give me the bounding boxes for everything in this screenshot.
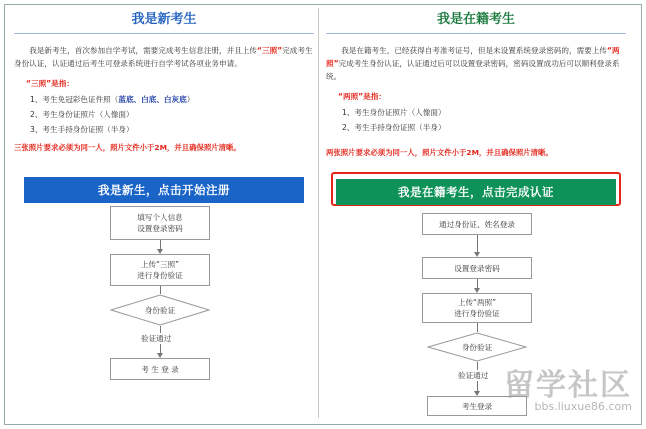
flow-step-text: 填写个人信息 bbox=[137, 213, 183, 222]
flow-step-upload-three bbox=[110, 254, 210, 286]
intro-quote: “三照” bbox=[257, 46, 283, 55]
intro-quote: “两照” bbox=[326, 46, 620, 68]
verify-pass-label: 验证通过 bbox=[458, 371, 489, 380]
flow-decision-verify bbox=[110, 294, 210, 326]
new-candidate-title: 我是新考生 bbox=[14, 8, 314, 34]
flow-step-text: 设置登录密码 bbox=[454, 263, 500, 273]
flow-connector bbox=[477, 235, 478, 253]
flow-step-set-password bbox=[422, 257, 532, 279]
intro-text-b: 完成考生身份认证，认证通过后考生可登录系统进行自学考试各项业务申请。 bbox=[14, 46, 313, 68]
background-colors: 蓝底、白底、白灰底 bbox=[118, 95, 187, 104]
flow-step-text: 设置登录密码 bbox=[137, 224, 183, 233]
flow-step-fill-info bbox=[110, 206, 210, 240]
watermark-logo-text: 留学社区 bbox=[504, 368, 632, 403]
list-item: 3、考生手持身份证照（半身） bbox=[30, 125, 134, 134]
flow-step-text: 考 生 登 录 bbox=[141, 364, 179, 374]
list-item: 2、考生身份证照片（人像面） bbox=[30, 110, 134, 119]
column-divider bbox=[318, 8, 319, 418]
flow-step-text: 通过身份证、姓名登录 bbox=[439, 219, 515, 229]
watermark-url: bbs.liuxue86.com bbox=[534, 400, 632, 413]
three-photos-heading: “三照”是指： bbox=[26, 79, 74, 88]
flow-step-id-login bbox=[422, 213, 532, 235]
decision-label: 身份验证 bbox=[144, 305, 176, 315]
flow-connector bbox=[477, 323, 478, 332]
flow-step-text: 考生登录 bbox=[461, 401, 493, 411]
two-photos-list bbox=[342, 105, 626, 135]
flow-step-text: 进行身份验证 bbox=[137, 271, 183, 280]
existing-candidate-title: 我是在籍考生 bbox=[326, 8, 626, 34]
flow-step-text: 进行身份验证 bbox=[454, 309, 500, 318]
intro-text-a: 我是新考生，首次参加自学考试，需要完成考生信息注册，并且上传 bbox=[29, 46, 257, 55]
flow-step-text: 上传“三照” bbox=[140, 260, 180, 269]
flow-connector bbox=[160, 286, 161, 294]
existing-candidate-intro bbox=[326, 44, 626, 83]
complete-verification-button[interactable]: 我是在籍考生，点击完成认证 bbox=[336, 179, 616, 205]
intro-text-a: 我是在籍考生，已经获得自考准考证号，但是未设置系统登录密码的，需要上传 bbox=[341, 46, 607, 55]
new-candidate-panel bbox=[14, 8, 314, 374]
flow-step-upload-two bbox=[422, 293, 532, 323]
photo-warning: 三张照片要求必须为同一人，照片文件小于2M，并且确保照片清晰。 bbox=[14, 143, 241, 152]
list-item bbox=[30, 92, 314, 107]
new-candidate-intro bbox=[14, 44, 314, 70]
start-registration-button[interactable]: 我是新生，点击开始注册 bbox=[24, 177, 304, 203]
three-photos-list bbox=[30, 92, 314, 137]
list-item-text: 1、考生免冠彩色证件照（ bbox=[30, 95, 119, 104]
list-item: 2、考生手持身份证照（半身） bbox=[342, 123, 446, 132]
flow-decision-verify bbox=[427, 332, 527, 362]
verify-pass-label: 验证通过 bbox=[141, 334, 172, 343]
list-item-text: ） bbox=[186, 95, 195, 104]
intro-text-b: 完成考生身份认证，认证通过后可以设置登录密码，密码设置成功后可以顺利登录系统。 bbox=[326, 59, 620, 81]
two-photos-heading: “两照”是指： bbox=[338, 92, 386, 101]
flow-step-text: 上传“两照” bbox=[457, 298, 497, 307]
flow-step-login bbox=[110, 358, 210, 380]
list-item: 1、考生身份证照片（人像面） bbox=[342, 108, 446, 117]
flow-step-login bbox=[427, 396, 527, 416]
photo-warning: 两张照片要求必须为同一人，照片文件小于2M，并且确保照片清晰。 bbox=[326, 148, 553, 157]
decision-label: 身份验证 bbox=[461, 342, 493, 352]
